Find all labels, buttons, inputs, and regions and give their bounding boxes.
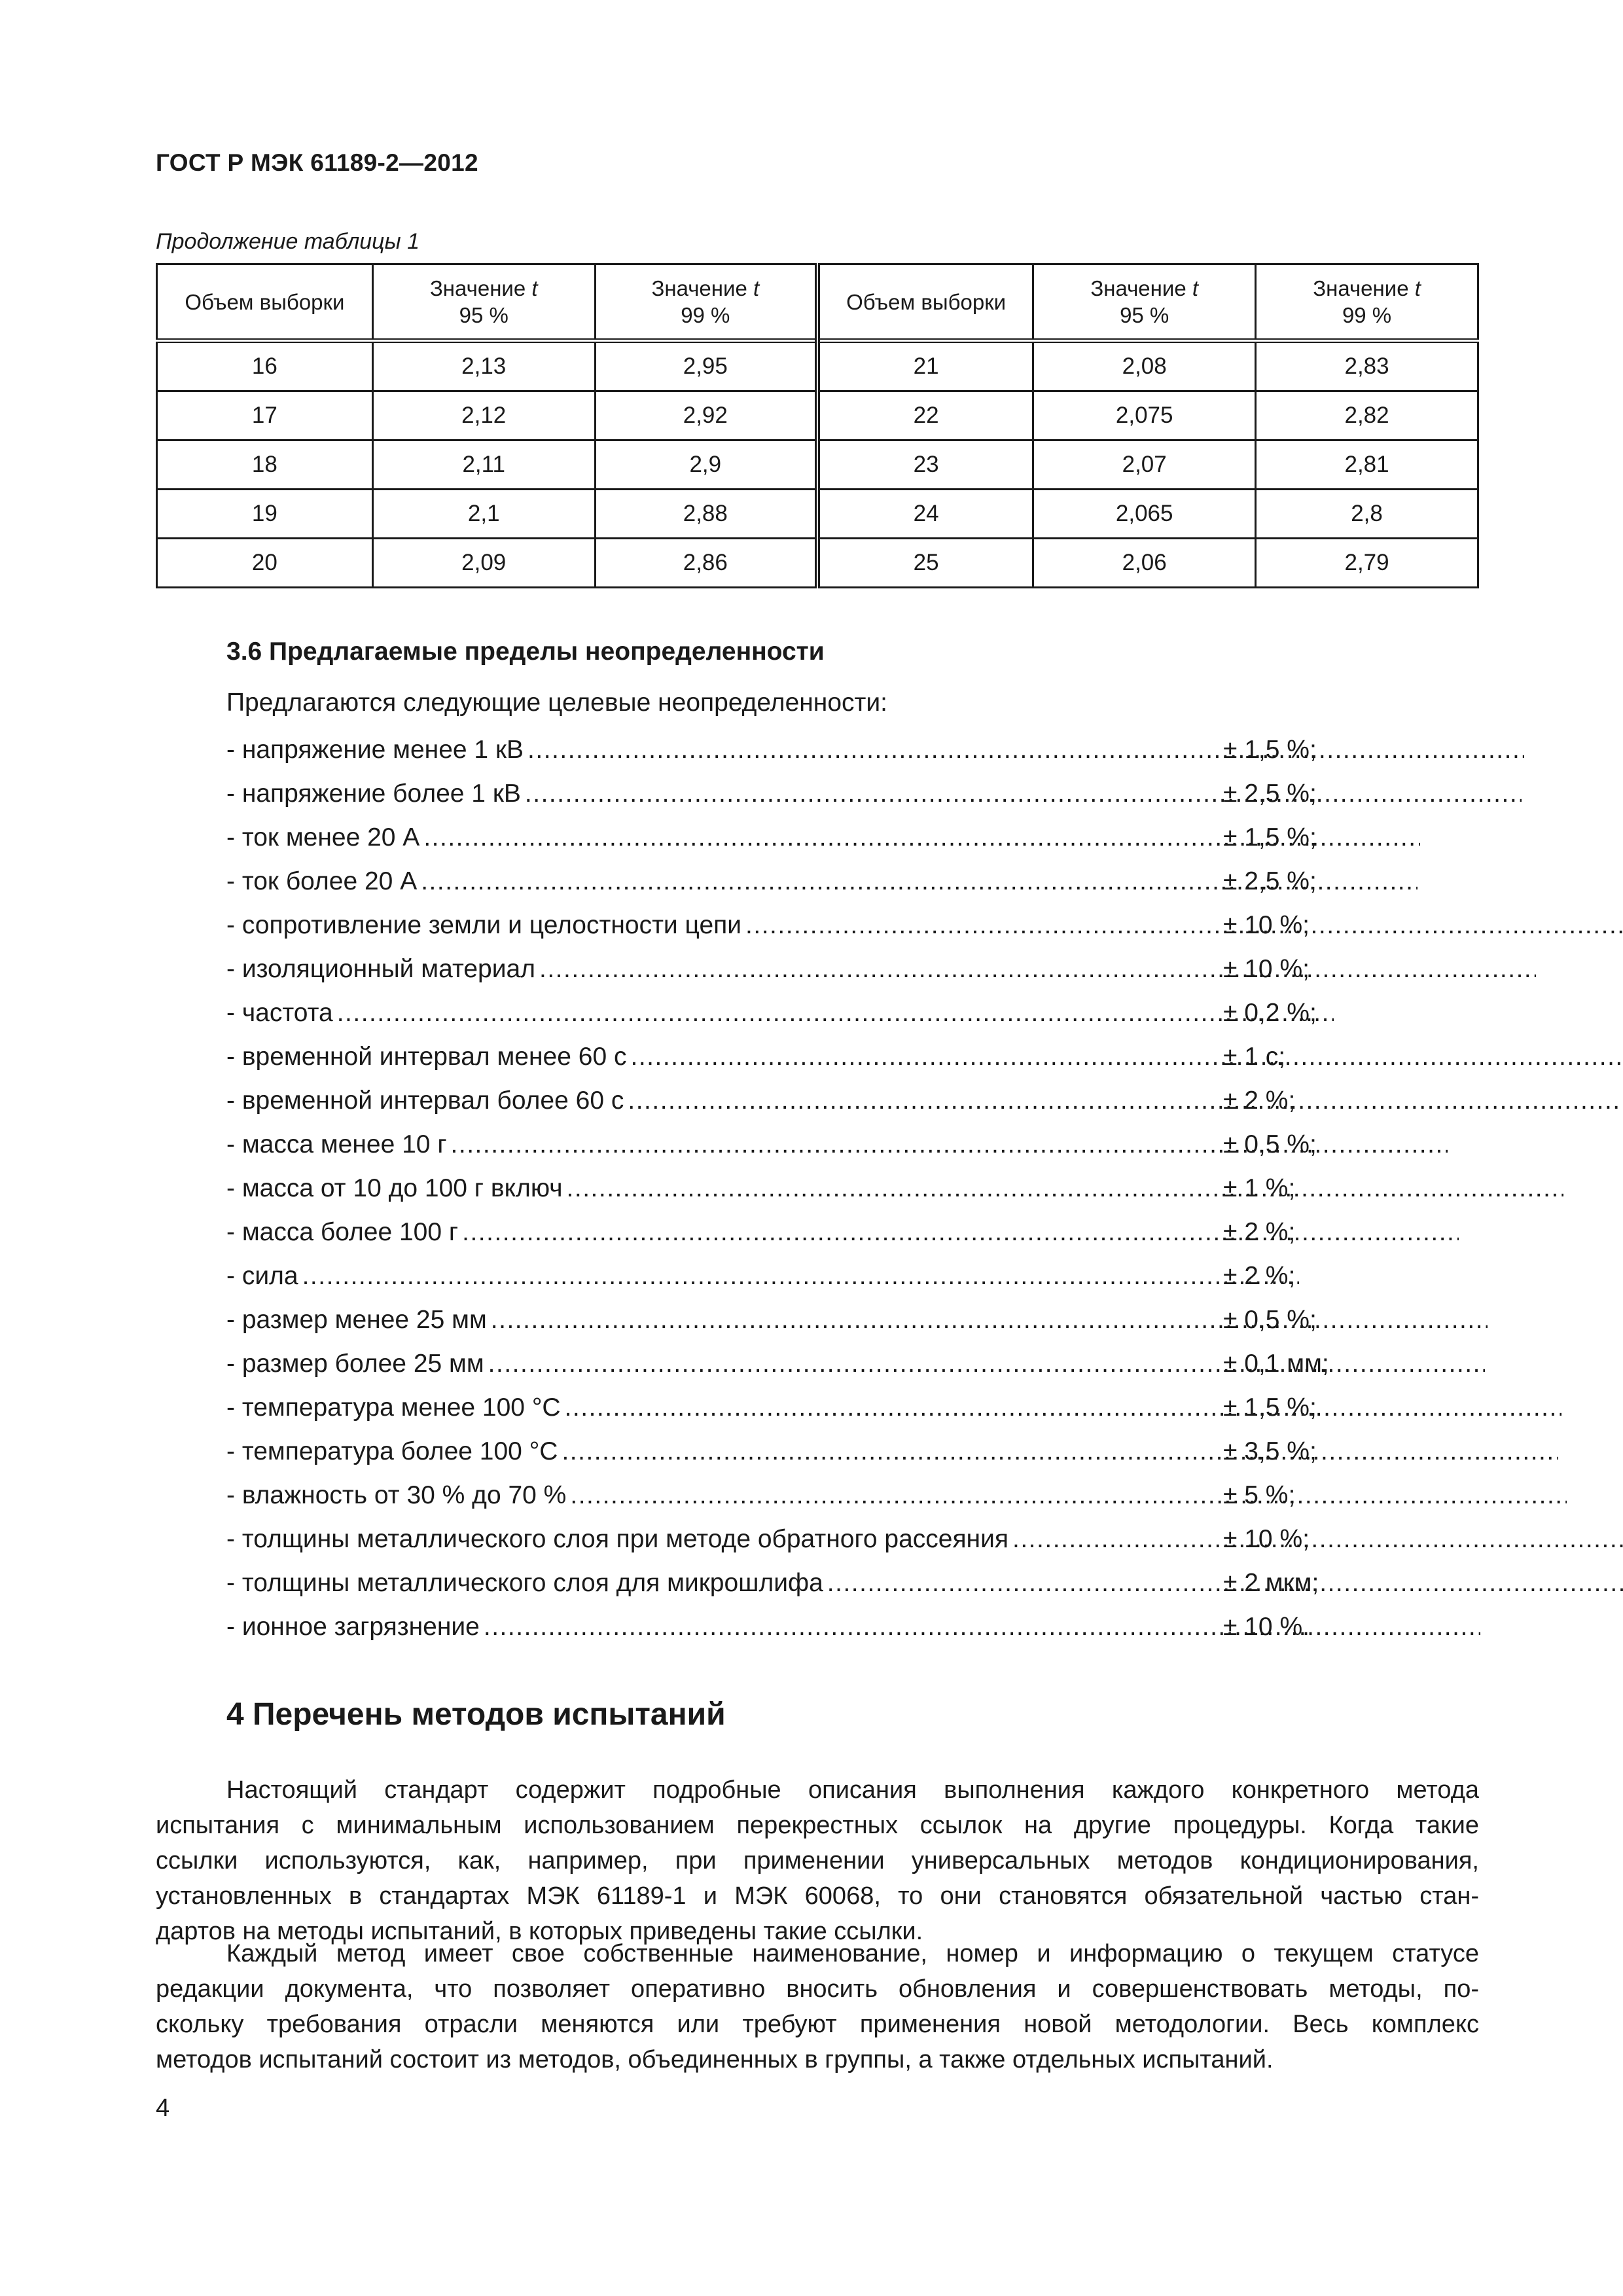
document-code-header: ГОСТ Р МЭК 61189-2—2012	[156, 149, 478, 176]
list-item: - масса от 10 до 100 г включ ..... ± 1 %;	[226, 1174, 1339, 1218]
paragraph-line: методов испытаний состоит из методов, объединенных в группы, а также отдельных испытаний.	[156, 2046, 1274, 2073]
header-sample-size-2: Объем выборки	[817, 264, 1033, 341]
table-cell: 2,11	[372, 440, 595, 490]
page-number: 4	[156, 2094, 170, 2122]
table-row	[157, 391, 1478, 440]
table-row	[157, 539, 1478, 588]
header-t99: Значение t 99 %	[595, 264, 817, 341]
section-4-heading: 4 Перечень методов испытаний	[226, 1697, 726, 1732]
table-cell: 2,1	[372, 490, 595, 539]
uncertainty-list	[226, 736, 1339, 1657]
paragraph-line: ссылки используются, как, например, при применении универсальных методов кондиционирования,	[156, 1847, 1479, 1874]
table-cell: 21	[817, 341, 1033, 391]
paragraph-line: установленных в стандартах МЭК 61189-1 и МЭК 60068, то они становятся обязательной частью стан-	[156, 1882, 1479, 1910]
table-cell: 2,12	[372, 391, 595, 440]
table-cell: 2,09	[372, 539, 595, 588]
list-item: - сопротивление земли и целостности цепи ..... ± 10 %;	[226, 911, 1339, 955]
table-cell: 16	[157, 341, 373, 391]
paragraph-line: дартов на методы испытаний, в которых приведены такие ссылки.	[156, 1918, 923, 1945]
list-item: - температура менее 100 °С ..... ± 1,5 %;	[226, 1393, 1339, 1437]
table-cell: 2,86	[595, 539, 817, 588]
list-item: - ионное загрязнение ..... ± 10 %.	[226, 1613, 1339, 1657]
section-4-paragraph-2	[156, 1936, 1479, 2077]
list-item: - напряжение более 1 кВ ..... ± 2,5 %;	[226, 780, 1339, 823]
table-row	[157, 341, 1478, 391]
table-cell: 19	[157, 490, 373, 539]
table-cell: 2,79	[1256, 539, 1478, 588]
paragraph-line: Каждый метод имеет свое собственные наименование, номер и информацию о текущем статусе	[226, 1940, 1479, 1967]
list-item: - температура более 100 °С ..... ± 3,5 %;	[226, 1437, 1339, 1481]
table-cell: 2,07	[1033, 440, 1256, 490]
list-item: - напряжение менее 1 кВ ..... ± 1,5 %;	[226, 736, 1339, 780]
table-cell: 24	[817, 490, 1033, 539]
table-cell: 20	[157, 539, 373, 588]
table-caption: Продолжение таблицы 1	[156, 229, 419, 254]
header-sample-size: Объем выборки	[157, 264, 373, 341]
table-cell: 23	[817, 440, 1033, 490]
table-cell: 25	[817, 539, 1033, 588]
paragraph-line: испытания с минимальным использованием перекрестных ссылок на другие процедуры. Когда такие	[156, 1812, 1479, 1839]
header-t95-2: Значение t 95 %	[1033, 264, 1256, 341]
t-values-table	[156, 263, 1479, 588]
paragraph-line: Настоящий стандарт содержит подробные описания выполнения каждого конкретного метода	[226, 1776, 1479, 1804]
table-row	[157, 440, 1478, 490]
table-row	[157, 490, 1478, 539]
table-cell: 2,075	[1033, 391, 1256, 440]
paragraph-line: скольку требования отрасли меняются или требуют применения новой методологии. Весь комплекс	[156, 2011, 1479, 2038]
table-cell: 2,95	[595, 341, 817, 391]
list-item: - временной интервал более 60 с ..... ± 2 %;	[226, 1086, 1339, 1130]
table-cell: 2,83	[1256, 341, 1478, 391]
list-item: - сила ..... ± 2 %;	[226, 1262, 1339, 1306]
table-cell: 2,9	[595, 440, 817, 490]
list-item: - размер менее 25 мм ..... ± 0,5 %;	[226, 1306, 1339, 1350]
list-item: - влажность от 30 % до 70 % ..... ± 5 %;	[226, 1481, 1339, 1525]
list-item: - изоляционный материал ..... ± 10 %;	[226, 955, 1339, 999]
table-cell: 17	[157, 391, 373, 440]
table-cell: 2,13	[372, 341, 595, 391]
list-item: - толщины металлического слоя при методе обратного рассеяния ..... ± 10 %;	[226, 1525, 1339, 1569]
table-cell: 2,06	[1033, 539, 1256, 588]
table-cell: 2,92	[595, 391, 817, 440]
table-cell: 2,8	[1256, 490, 1478, 539]
table-cell: 22	[817, 391, 1033, 440]
list-item: - ток менее 20 А ..... ± 1,5 %;	[226, 823, 1339, 867]
section-4-paragraph-1	[156, 1772, 1479, 1949]
list-item: - временной интервал менее 60 с ..... ± 1 с;	[226, 1043, 1339, 1086]
list-item: - размер более 25 мм ..... ± 0,1 мм;	[226, 1350, 1339, 1393]
list-item: - частота ..... ± 0,2 %;	[226, 999, 1339, 1043]
list-item: - толщины металлического слоя для микрошлифа ..... ± 2 мкм;	[226, 1569, 1339, 1613]
header-t99-2: Значение t 99 %	[1256, 264, 1478, 341]
table-cell: 2,82	[1256, 391, 1478, 440]
table-header-row	[157, 264, 1478, 341]
list-item: - масса менее 10 г ..... ± 0,5 %;	[226, 1130, 1339, 1174]
section-3-6-heading: 3.6 Предлагаемые пределы неопределенности	[226, 637, 825, 666]
table-cell: 18	[157, 440, 373, 490]
section-3-6-intro: Предлагаются следующие целевые неопределенности:	[226, 689, 888, 717]
table-cell: 2,08	[1033, 341, 1256, 391]
header-t95: Значение t 95 %	[372, 264, 595, 341]
paragraph-line: редакции документа, что позволяет оперативно вносить обновления и совершенствовать методы, по-	[156, 1975, 1479, 2003]
table-cell: 2,81	[1256, 440, 1478, 490]
table-cell: 2,88	[595, 490, 817, 539]
list-item: - масса более 100 г ..... ± 2 %;	[226, 1218, 1339, 1262]
table-cell: 2,065	[1033, 490, 1256, 539]
list-item: - ток более 20 А ..... ± 2,5 %;	[226, 867, 1339, 911]
